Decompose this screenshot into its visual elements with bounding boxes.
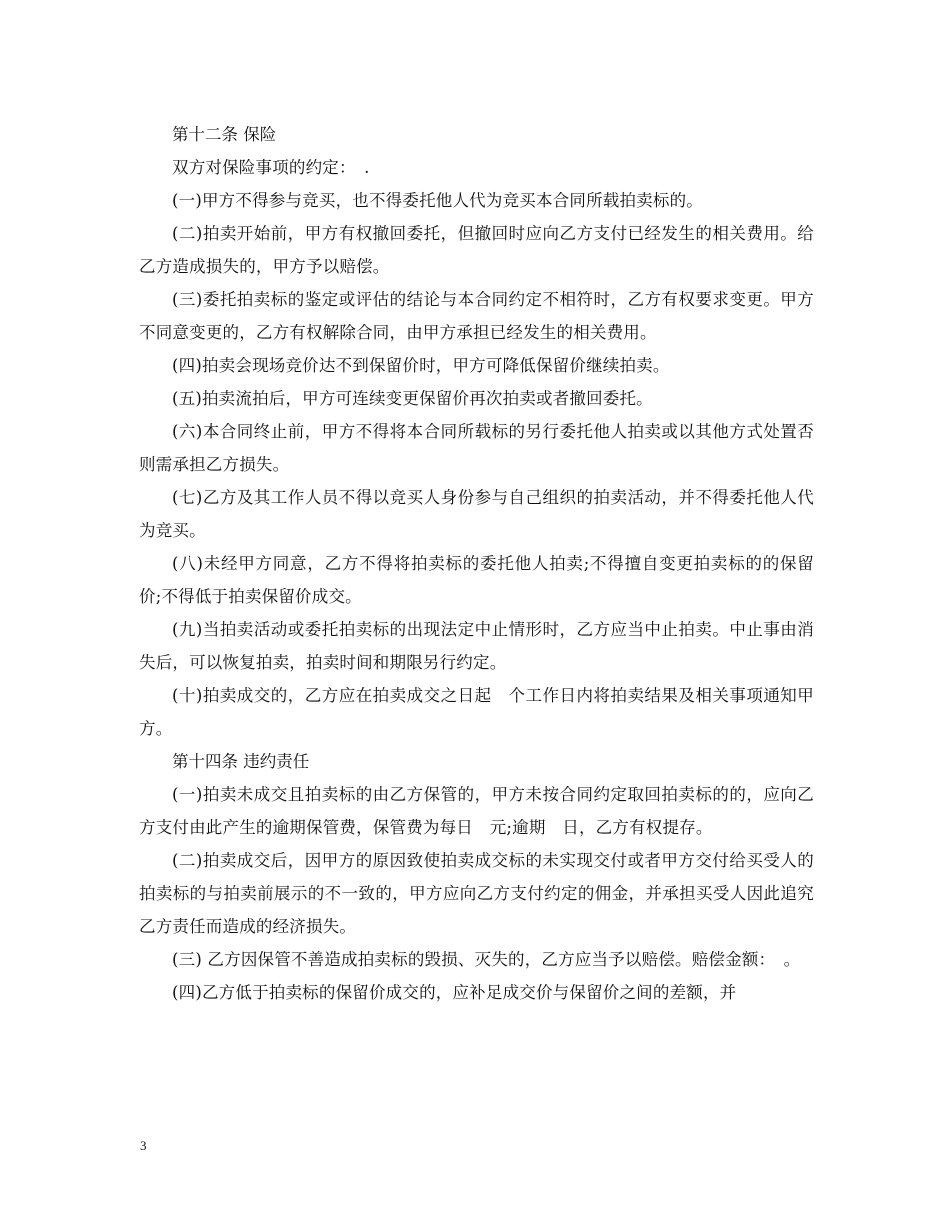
- section-12-intro: 双方对保险事项的约定： .: [172, 158, 370, 177]
- clause-14-2: (二)拍卖成交后，因甲方的原因致使拍卖成交标的未实现交付或者甲方交付给买受人的拍卖标的与拍卖前展示的不一致的，甲方应向乙方支付约定的佣金，并承担买受人因此追究乙方责任而造成的经济损失。: [139, 851, 814, 936]
- clause-12-3: (三)委托拍卖标的鉴定或评估的结论与本合同约定不相符时，乙方有权要求变更。甲方不同意变更的，乙方有权解除合同，由甲方承担已经发生的相关费用。: [139, 290, 814, 342]
- clause-12-5: (五)拍卖流拍后，甲方可连续变更保留价再次拍卖或者撤回委托。: [172, 389, 653, 408]
- document-body: [139, 118, 814, 1009]
- page-number: 3: [140, 1138, 147, 1153]
- clause-12-1: (一)甲方不得参与竞买，也不得委托他人代为竞买本合同所载拍卖标的。: [172, 191, 703, 210]
- clause-12-4: (四)拍卖会现场竞价达不到保留价时，甲方可降低保留价继续拍卖。: [172, 356, 670, 375]
- section-14-heading: 第十四条 违约责任: [172, 752, 310, 771]
- section-12-heading: 第十二条 保险: [172, 125, 277, 144]
- clause-14-3: (三) 乙方因保管不善造成拍卖标的毁损、灭失的，乙方应当予以赔偿。赔偿金额： 。: [172, 950, 801, 969]
- clause-12-9: (九)当拍卖活动或委托拍卖标的出现法定中止情形时，乙方应当中止拍卖。中止事由消失后，可以恢复拍卖，拍卖时间和期限另行约定。: [139, 620, 814, 672]
- clause-14-1: (一)拍卖未成交且拍卖标的由乙方保管的，甲方未按合同约定取回拍卖标的的，应向乙方支付由此产生的逾期保管费，保管费为每日 元;逾期 日，乙方有权提存。: [139, 785, 814, 837]
- clause-12-6: (六)本合同终止前，甲方不得将本合同所载标的另行委托他人拍卖或以其他方式处置否则需承担乙方损失。: [139, 422, 814, 474]
- clause-12-7: (七)乙方及其工作人员不得以竞买人身份参与自己组织的拍卖活动，并不得委托他人代为竞买。: [139, 488, 814, 540]
- clause-12-8: (八)未经甲方同意，乙方不得将拍卖标的委托他人拍卖;不得擅自变更拍卖标的的保留价;不得低于拍卖保留价成交。: [139, 554, 814, 606]
- clause-12-2: (二)拍卖开始前，甲方有权撤回委托，但撤回时应向乙方支付已经发生的相关费用。给乙方造成损失的，甲方予以赔偿。: [139, 224, 814, 276]
- clause-12-10: (十)拍卖成交的，乙方应在拍卖成交之日起 个工作日内将拍卖结果及相关事项通知甲方。: [139, 686, 814, 738]
- clause-14-4: (四)乙方低于拍卖标的保留价成交的，应补足成交价与保留价之间的差额，并: [172, 983, 737, 1002]
